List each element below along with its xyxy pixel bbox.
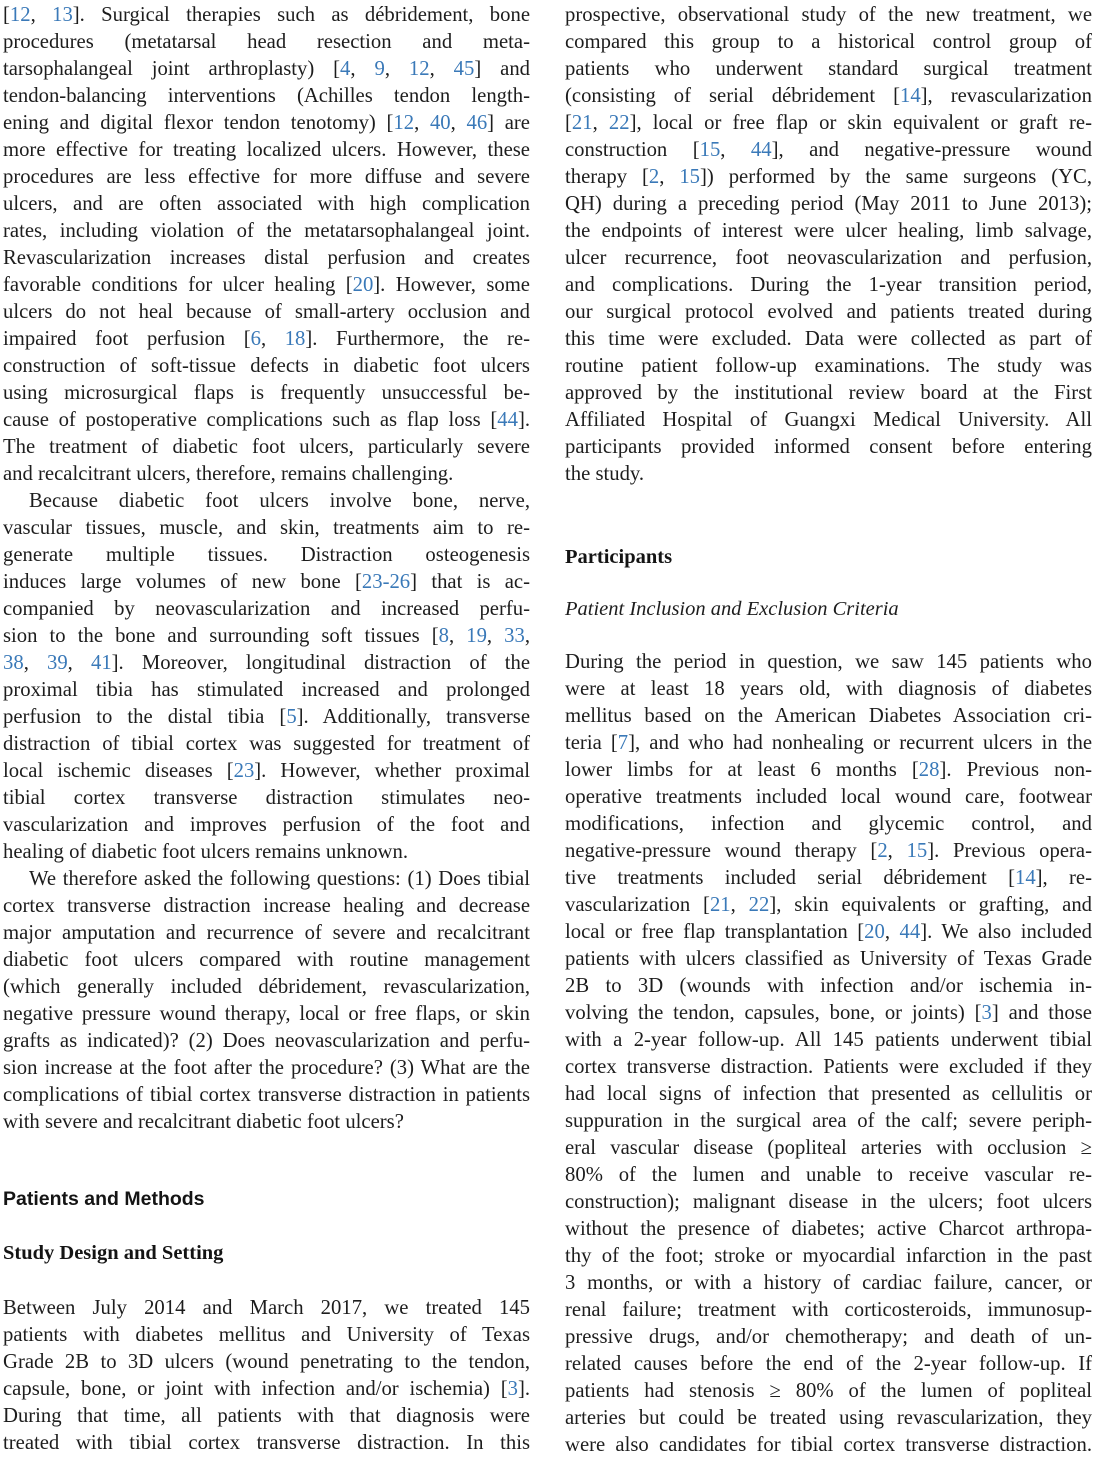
text-line: induces large volumes of new bone [23-26] that is ac-: [3, 571, 530, 593]
citation-link[interactable]: 21: [571, 112, 593, 134]
citation-link[interactable]: 18: [284, 328, 306, 350]
text-line: construction [15, 44], and negative-pressure wound: [565, 139, 1093, 161]
citation-link[interactable]: 15: [679, 166, 700, 188]
text-line: ulcer recurrence, foot neovascularization and perfusion,: [565, 247, 1092, 269]
text-line: arteries but could be treated using revascularization, they: [565, 1407, 1092, 1429]
citation-link[interactable]: 22: [608, 112, 630, 134]
paragraph: [565, 2, 1092, 488]
citation-link[interactable]: 15: [699, 139, 721, 161]
text-line: 38, 39, 41]. Moreover, longitudinal distraction of the: [3, 652, 531, 674]
citation-link[interactable]: 20: [864, 921, 885, 943]
text-line: negative-pressure wound therapy [2, 15]. Previous opera-: [565, 840, 1092, 862]
text-line: 3 months, or with a history of cardiac failure, cancer, or: [565, 1272, 1092, 1294]
text-line: negative pressure wound therapy, local or free flaps, or skin: [3, 1003, 530, 1025]
text-line: using microsurgical flaps is frequently unsuccessful be-: [3, 382, 530, 404]
text-line: complications of tibial cortex transverse distraction in patients: [3, 1084, 530, 1106]
text-line: and recalcitrant ulcers, therefore, remains challenging.: [3, 463, 454, 485]
text-line: related causes before the end of the 2-year follow-up. If: [565, 1353, 1092, 1375]
text-line: Grade 2B to 3D ulcers (wound penetrating to the tendon,: [3, 1351, 530, 1373]
text-line: favorable conditions for ulcer healing [20]. However, some: [3, 274, 530, 296]
text-line: more effective for treating localized ulcers. However, these: [3, 139, 530, 161]
text-line: therapy [2, 15]) performed by the same surgeons (YC,: [565, 166, 1092, 188]
text-line: were at least 18 years old, with diagnosis of diabetes: [565, 678, 1092, 700]
text-line: cortex transverse distraction increase healing and decrease: [3, 895, 530, 917]
text-line: with a 2-year follow-up. All 145 patients underwent tibial: [565, 1029, 1092, 1051]
citation-link[interactable]: 44: [899, 921, 921, 943]
citation-link[interactable]: 44: [497, 409, 518, 431]
text-line: vascular tissues, muscle, and skin, treatments aim to re-: [3, 517, 530, 539]
text-line: local or free flap transplantation [20, 44]. We also included: [565, 921, 1093, 943]
citation-link[interactable]: 3: [981, 1002, 992, 1024]
citation-link[interactable]: 3: [507, 1378, 518, 1400]
text-line: grafts as indicated)? (2) Does neovascularization and perfu-: [3, 1030, 530, 1052]
right-column: [565, 2, 1092, 1459]
text-line: Between July 2014 and March 2017, we treated 145: [3, 1297, 530, 1319]
text-line: companied by neovascularization and increased perfu-: [3, 598, 530, 620]
subsection-heading: Participants: [565, 546, 673, 568]
text-line: Affiliated Hospital of Guangxi Medical University. All: [565, 409, 1092, 431]
text-line: eral vascular disease (popliteal arteries with occlusion ≥: [565, 1137, 1092, 1159]
text-line: participants provided informed consent before entering: [565, 436, 1092, 458]
text-line: sion to the bone and surrounding soft tissues [8, 19, 33,: [3, 625, 531, 647]
text-line: 2B to 3D (wounds with infection and/or ischemia in-: [565, 975, 1092, 997]
citation-link[interactable]: 14: [899, 85, 921, 107]
text-line: patients with diabetes mellitus and University of Texas: [3, 1324, 530, 1346]
citation-link[interactable]: 44: [750, 139, 772, 161]
citation-link[interactable]: 14: [1014, 867, 1036, 889]
citation-link[interactable]: 39: [46, 652, 68, 674]
text-line: 80% of the lumen and unable to receive vascular re-: [565, 1164, 1092, 1186]
text-line: The treatment of diabetic foot ulcers, particularly severe: [3, 436, 530, 458]
text-line: major amputation and recurrence of severe and recalcitrant: [3, 922, 530, 944]
text-line: cause of postoperative complications such as flap loss [44].: [3, 409, 530, 431]
paragraph: [3, 1295, 530, 1457]
text-line: renal failure; treatment with corticosteroids, immunosup-: [565, 1299, 1092, 1321]
text-line: pressive drugs, and/or chemotherapy; and death of un-: [565, 1326, 1092, 1348]
text-line: capsule, bone, or joint with infection and/or ischemia) [3].: [3, 1378, 530, 1400]
text-line: construction); malignant disease in the ulcers; foot ulcers: [565, 1191, 1092, 1213]
paragraph: [3, 488, 530, 866]
text-line: compared this group to a historical control group of: [565, 31, 1092, 53]
text-line: patients had stenosis ≥ 80% of the lumen of popliteal: [565, 1380, 1092, 1402]
text-line: volving the tendon, capsules, bone, or joints) [3] and those: [565, 1002, 1092, 1024]
citation-link[interactable]: 13: [52, 4, 73, 26]
text-line: local ischemic diseases [23]. However, whether proximal: [3, 760, 530, 782]
text-line: ening and digital flexor tendon tenotomy) [12, 40, 46] are: [3, 112, 530, 134]
text-line: prospective, observational study of the new treatment, we: [565, 4, 1092, 26]
text-line: patients with ulcers classified as University of Texas Grade: [565, 948, 1092, 970]
citation-link[interactable]: 28: [918, 759, 940, 781]
text-line: (consisting of serial débridement [14], revascularization: [565, 85, 1092, 107]
text-line: Revascularization increases distal perfusion and creates: [3, 247, 530, 269]
text-line: this time were excluded. Data were collected as part of: [565, 328, 1092, 350]
text-line: ulcers, and are often associated with high complication: [3, 193, 530, 215]
citation-link[interactable]: 21: [709, 894, 731, 916]
text-line: tendon-balancing interventions (Achilles tendon length-: [3, 85, 530, 107]
text-line: with severe and recalcitrant diabetic foot ulcers?: [3, 1111, 404, 1133]
text-line: thy of the foot; stroke or myocardial infarction in the past: [565, 1245, 1092, 1267]
text-line: generate multiple tissues. Distraction osteogenesis: [3, 544, 530, 566]
text-line: During the period in question, we saw 145 patients who: [565, 651, 1092, 673]
citation-link[interactable]: 12: [393, 112, 415, 134]
paragraph: [3, 2, 530, 488]
text-line: sion increase at the foot after the procedure? (3) What are the: [3, 1057, 530, 1079]
text-line: suppuration in the surgical area of the calf; severe periph-: [565, 1110, 1092, 1132]
citation-link[interactable]: 5: [286, 706, 297, 728]
citation-link[interactable]: 2: [648, 166, 660, 188]
paragraph: [3, 866, 530, 1136]
text-line: Because diabetic foot ulcers involve bone, nerve,: [29, 490, 530, 512]
text-line: vascularization and improves perfusion of the foot and: [3, 814, 530, 836]
citation-link[interactable]: 45: [453, 58, 475, 80]
text-line: routine patient follow-up examinations. The study was: [565, 355, 1092, 377]
citation-link[interactable]: 22: [748, 894, 770, 916]
citation-link[interactable]: 23-26: [361, 571, 411, 593]
subsection-heading: Study Design and Setting: [3, 1242, 224, 1264]
text-line: the endpoints of interest were ulcer healing, limb salvage,: [565, 220, 1092, 242]
text-line: [21, 22], local or free flap or skin equivalent or graft re-: [565, 112, 1093, 134]
text-line: our surgical protocol evolved and patients treated during: [565, 301, 1092, 323]
text-line: ulcers do not heal because of small-artery occlusion and: [3, 301, 530, 323]
left-column: [3, 2, 530, 1459]
citation-link[interactable]: 2: [877, 840, 888, 862]
citation-link[interactable]: 7: [617, 732, 629, 754]
text-line: (which generally included débridement, revascularization,: [3, 976, 530, 998]
text-line: patients who underwent standard surgical treatment: [565, 58, 1092, 80]
citation-link[interactable]: 20: [352, 274, 374, 296]
text-line: mellitus based on the American Diabetes Association cri-: [565, 705, 1092, 727]
text-line: procedures (metatarsal head resection and meta-: [3, 31, 530, 53]
text-line: treated with tibial cortex transverse distraction. In this: [3, 1432, 530, 1454]
text-line: and complications. During the 1-year transition period,: [565, 274, 1092, 296]
text-line: impaired foot perfusion [6, 18]. Furthermore, the re-: [3, 328, 530, 350]
citation-link[interactable]: 6: [250, 328, 261, 350]
text-line: procedures are less effective for more diffuse and severe: [3, 166, 530, 188]
citation-link[interactable]: 40: [429, 112, 451, 134]
citation-link[interactable]: 15: [906, 840, 928, 862]
text-line: healing of diabetic foot ulcers remains unknown.: [3, 841, 409, 863]
text-line: proximal tibia has stimulated increased and prolonged: [3, 679, 530, 701]
citation-link[interactable]: 12: [408, 58, 430, 80]
text-line: QH) during a preceding period (May 2011 to June 2013);: [565, 193, 1092, 215]
citation-link[interactable]: 19: [466, 625, 487, 647]
paragraph: [565, 649, 1092, 1459]
text-line: vascularization [21, 22], skin equivalents or grafting, and: [565, 894, 1093, 916]
text-line: We therefore asked the following questions: (1) Does tibial: [29, 868, 530, 890]
text-line: the study.: [565, 463, 645, 485]
text-line: rates, including violation of the metatarsophalangeal joint.: [3, 220, 530, 242]
citation-link[interactable]: 33: [504, 625, 525, 647]
text-line: tibial cortex transverse distraction stimulates neo-: [3, 787, 530, 809]
citation-link[interactable]: 4: [340, 58, 351, 80]
section-heading: Patients and Methods: [3, 1188, 205, 1210]
text-line: tarsophalangeal joint arthroplasty) [4, 9, 12, 45] and: [3, 58, 531, 80]
text-line: without the presence of diabetes; active Charcot arthropa-: [565, 1218, 1092, 1240]
text-line: perfusion to the distal tibia [5]. Additionally, transverse: [3, 706, 530, 728]
subsubsection-heading: Patient Inclusion and Exclusion Criteria: [565, 598, 899, 620]
citation-link[interactable]: 12: [9, 4, 31, 26]
text-line: lower limbs for at least 6 months [28]. Previous non-: [565, 759, 1093, 781]
text-line: cortex transverse distraction. Patients were excluded if they: [565, 1056, 1092, 1078]
text-line: [12, 13]. Surgical therapies such as débridement, bone: [3, 4, 531, 26]
text-line: diabetic foot ulcers compared with routine management: [3, 949, 530, 971]
text-line: tive treatments included serial débridement [14], re-: [565, 867, 1092, 889]
citation-link[interactable]: 38: [3, 652, 24, 674]
text-line: modifications, infection and glycemic control, and: [565, 813, 1092, 835]
text-line: were also candidates for tibial cortex transverse distraction.: [565, 1434, 1092, 1456]
text-line: distraction of tibial cortex was suggested for treatment of: [3, 733, 530, 755]
citation-link[interactable]: 46: [466, 112, 488, 134]
text-line: teria [7], and who had nonhealing or recurrent ulcers in the: [565, 732, 1092, 754]
citation-link[interactable]: 9: [374, 58, 385, 80]
text-line: had local signs of infection that presented as cellulitis or: [565, 1083, 1092, 1105]
text-line: During that time, all patients with that diagnosis were: [3, 1405, 530, 1427]
text-line: operative treatments included local wound care, footwear: [565, 786, 1092, 808]
text-line: approved by the institutional review board at the First: [565, 382, 1092, 404]
citation-link[interactable]: 23: [233, 760, 255, 782]
citation-link[interactable]: 8: [438, 625, 449, 647]
text-line: construction of soft-tissue defects in diabetic foot ulcers: [3, 355, 530, 377]
citation-link[interactable]: 41: [90, 652, 112, 674]
